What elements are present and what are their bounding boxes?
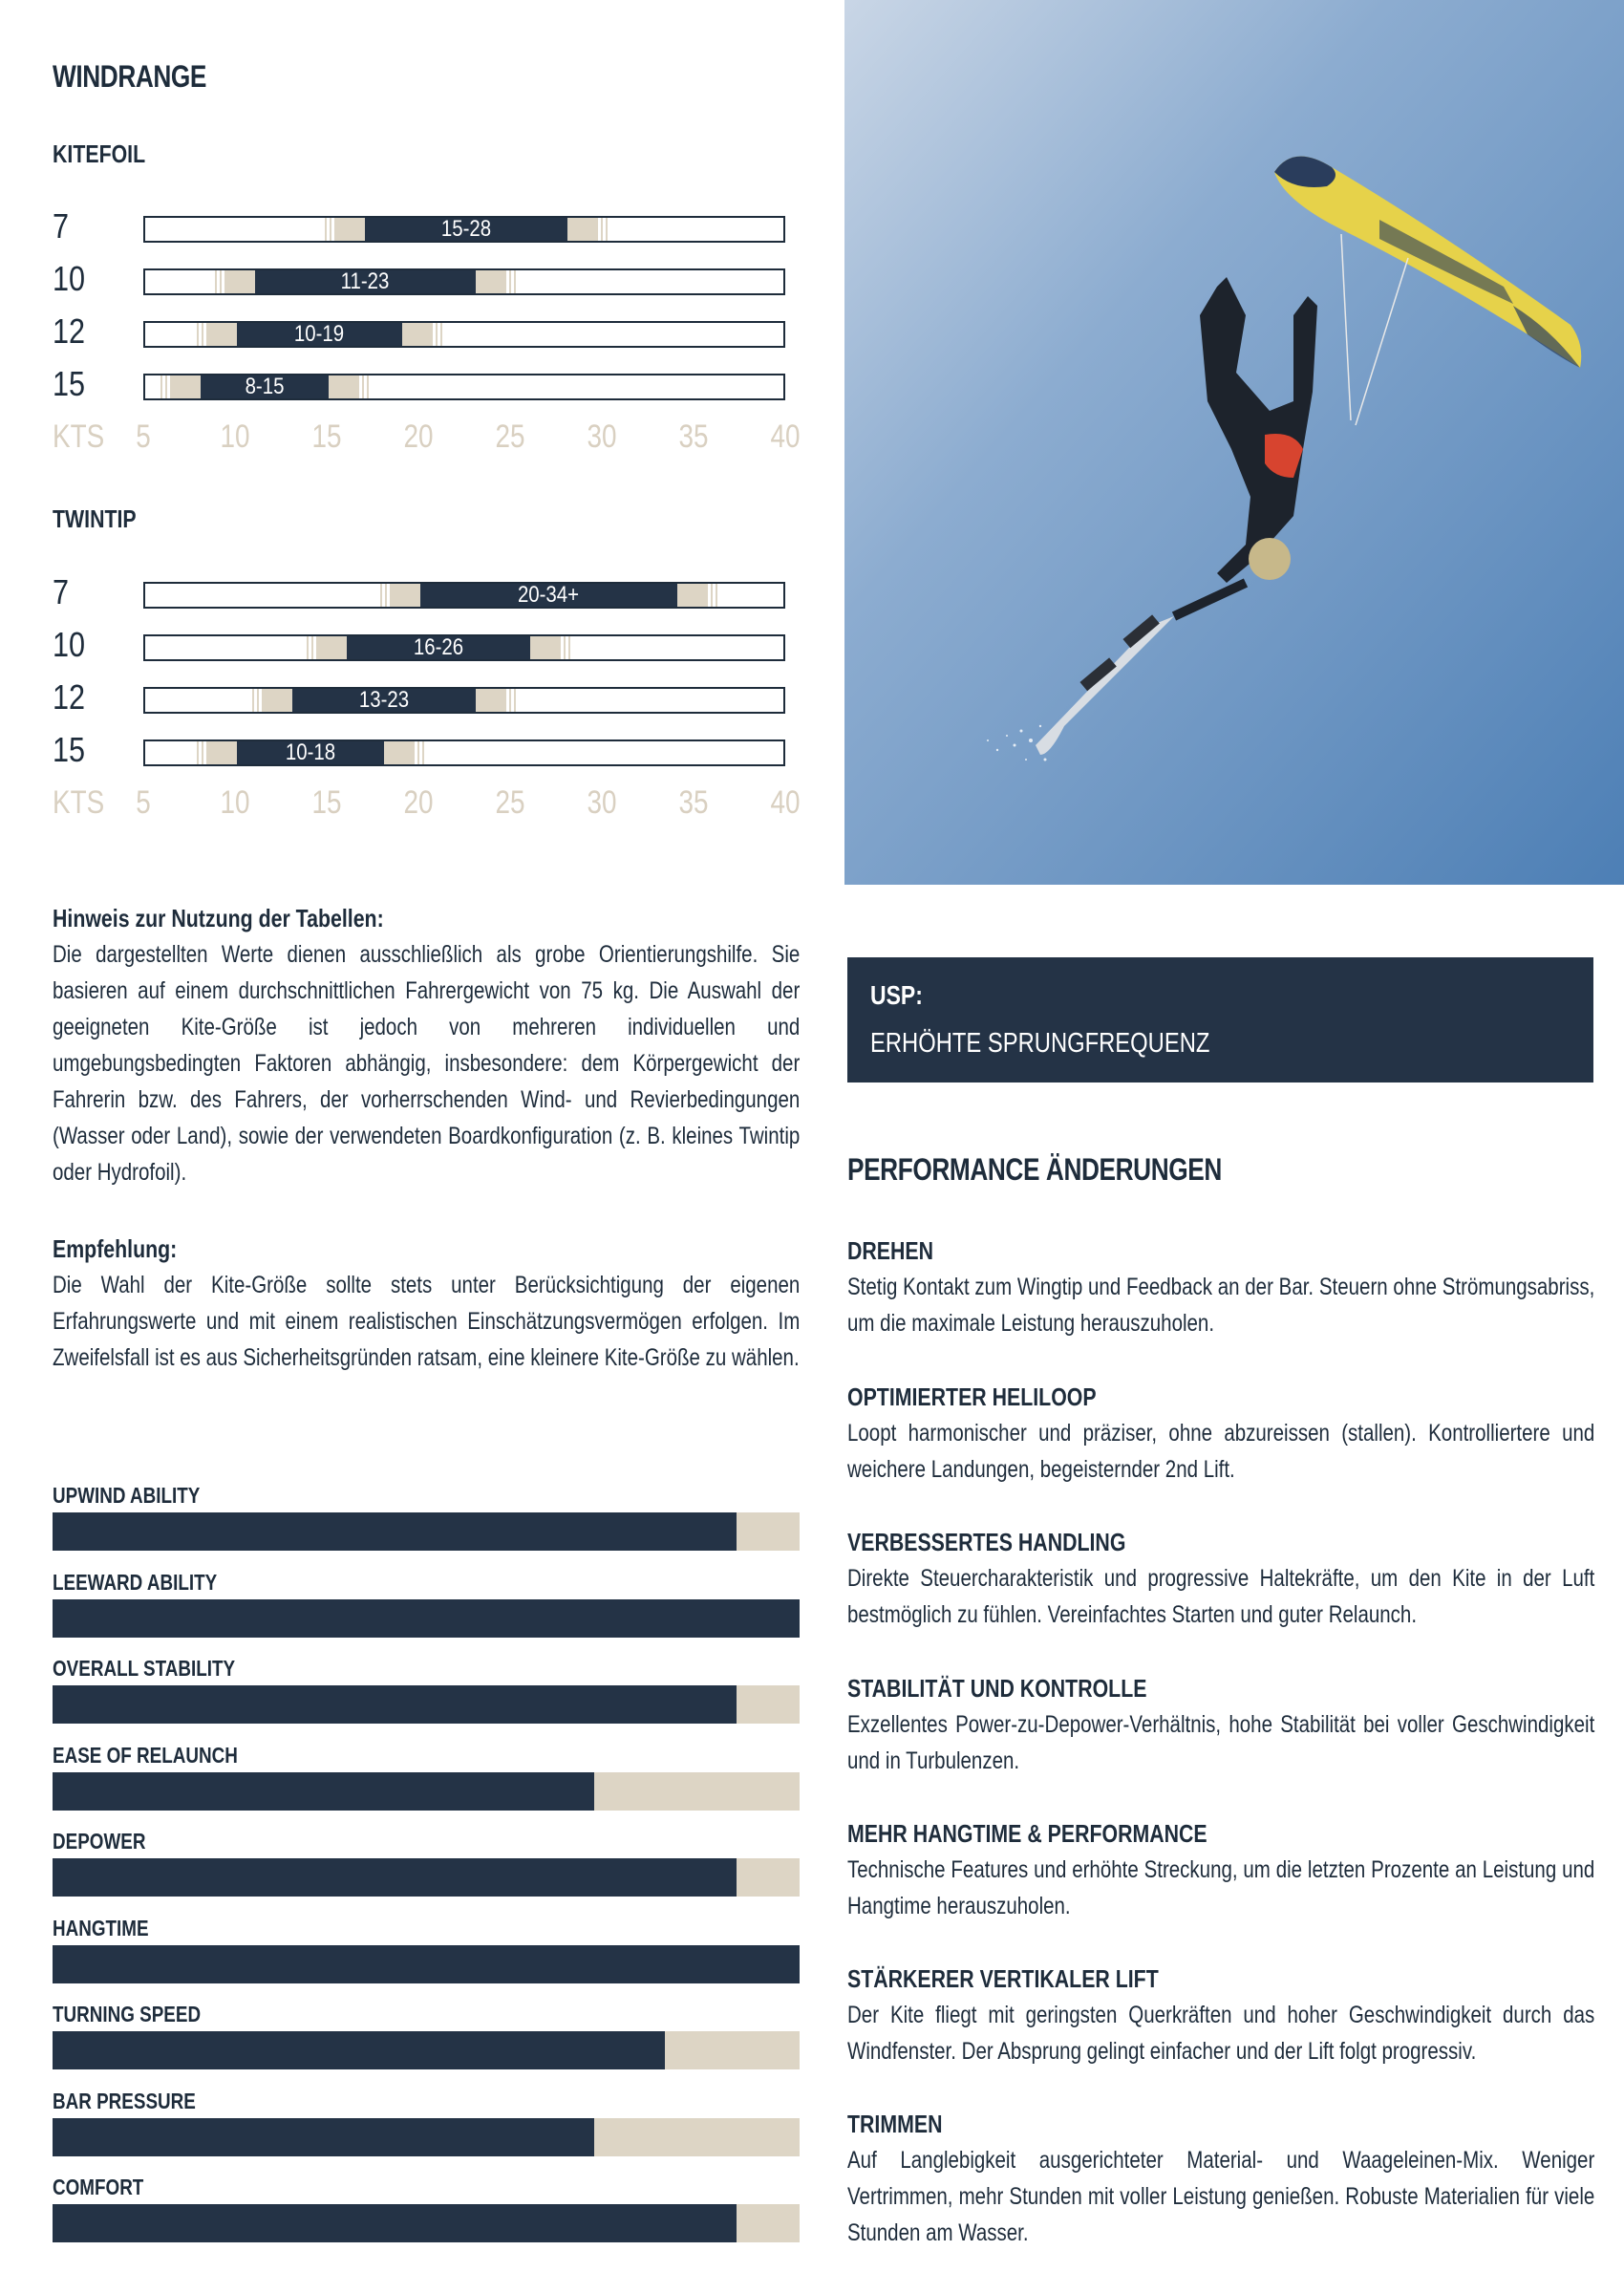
- twintip-fade-high: [413, 741, 424, 764]
- twintip-fade-low: [252, 689, 264, 712]
- kitefoil-fade-low: [160, 375, 172, 398]
- windrange-title: WINDRANGE: [53, 59, 207, 94]
- kitefoil-size-12: 12: [53, 311, 86, 351]
- rating-bar-fill: [53, 2118, 594, 2156]
- kitefoil-axis-unit: KTS: [53, 418, 105, 455]
- performance-item-text: Auf Langlebigkeit ausgerichteter Material- und Waageleinen-Mix. Weniger Vertrimmen, mehr Stunden mit voller Leistung genießen. Robuste Materialien für viele Stunden am Wasser.: [847, 2147, 1595, 2246]
- rating-bar-fill: [53, 1945, 800, 1983]
- rating-bar: [53, 1945, 800, 1983]
- twintip-beige-low: [208, 741, 237, 764]
- kitefoil-fade-high: [504, 270, 516, 293]
- rating-bar: [53, 2031, 800, 2069]
- twintip-fade-low: [307, 636, 318, 659]
- performance-item: [847, 1961, 1594, 2069]
- rating-bar-fill: [53, 2031, 665, 2069]
- twintip-beige-high: [677, 584, 706, 607]
- twintip-beige-high: [476, 689, 504, 712]
- rating-label: EASE OF RELAUNCH: [53, 1742, 238, 1768]
- twintip-beige-high: [384, 741, 413, 764]
- twintip-beige-low: [392, 584, 420, 607]
- hinweis-title: Hinweis zur Nutzung der Tabellen:: [53, 904, 384, 932]
- twintip-axis-tick: 25: [495, 784, 525, 821]
- kitefoil-beige-low: [172, 375, 201, 398]
- kitefoil-axis-tick: 35: [678, 418, 709, 455]
- twintip-size-10: 10: [53, 625, 86, 664]
- kitefoil-beige-low: [208, 323, 237, 346]
- kitefoil-range-label: 8-15: [245, 374, 285, 399]
- twintip-range-label: 13-23: [358, 687, 409, 713]
- kitefoil-axis-tick: 10: [220, 418, 250, 455]
- empfehlung-block: [53, 1231, 800, 1376]
- kitefoil-range-bar: [143, 321, 785, 348]
- performance-title: PERFORMANCE ÄNDERUNGEN: [847, 1152, 1222, 1187]
- usp-box: [847, 957, 1593, 1082]
- kitefoil-range-label: 10-19: [294, 321, 345, 347]
- performance-item: [847, 1670, 1594, 1779]
- rating-bar: [53, 1685, 800, 1724]
- empfehlung-text: Die Wahl der Kite-Größe sollte stets unter Berücksichtigung der eigenen Erfahrungswerte und mit einem realistischen Einschätzungsvermögen erfolgen. Im Zweifelsfall ist es aus Sicherheitsgründen ratsam, eine kleinere Kite-Größe zu wählen.: [53, 1272, 801, 1371]
- twintip-fade-high: [706, 584, 717, 607]
- rating-bar-fill: [53, 2204, 737, 2242]
- performance-item: [847, 1524, 1594, 1633]
- photo-illustration: [844, 0, 1624, 885]
- twintip-axis-unit: KTS: [53, 784, 105, 821]
- twintip-beige-low: [318, 636, 347, 659]
- kitefoil-axis-tick: 20: [403, 418, 434, 455]
- twintip-fade-high: [559, 636, 570, 659]
- performance-item-text: Der Kite fliegt mit geringsten Querkräften und hoher Geschwindigkeit durch das Windfenster. Der Absprung gelingt einfacher und der Lift folgt progressiv.: [847, 2002, 1595, 2065]
- performance-item-text: Direkte Steuercharakteristik und progressive Haltekräfte, um den Kite in der Luft bestmöglich zu fühlen. Vereinfachtes Starten und guter Relaunch.: [847, 1565, 1595, 1628]
- kitefoil-range-bar: [143, 216, 785, 243]
- usp-text: ERHÖHTE SPRUNGFREQUENZ: [870, 1028, 1210, 1059]
- kitefoil-beige-high: [402, 323, 431, 346]
- rating-bar-fill: [53, 1599, 800, 1638]
- kitefoil-axis-tick: 40: [770, 418, 801, 455]
- rating-bar-fill: [53, 1512, 737, 1551]
- twintip-axis-tick: 10: [220, 784, 250, 821]
- empfehlung-title: Empfehlung:: [53, 1234, 178, 1263]
- rating-bar: [53, 1599, 800, 1638]
- twintip-range-bar: [143, 739, 785, 766]
- performance-item-text: Stetig Kontakt zum Wingtip und Feedback an der Bar. Steuern ohne Strömungsabriss, um die maximale Leistung herauszuholen.: [847, 1274, 1595, 1337]
- kitefoil-axis-tick: 5: [136, 418, 151, 455]
- twintip-fade-low: [380, 584, 392, 607]
- rating-bar: [53, 1772, 800, 1811]
- kitefoil-title: KITEFOIL: [53, 139, 146, 168]
- twintip-beige-low: [264, 689, 292, 712]
- performance-item-title: DREHEN: [847, 1236, 934, 1265]
- performance-item-text: Loopt harmonischer und präziser, ohne abzureissen (stallen). Kontrolliertere und weichere Landungen, begeisternder 2nd Lift.: [847, 1420, 1595, 1483]
- performance-item-text: Technische Features und erhöhte Streckung, um die letzten Prozente an Leistung und Hangtime herauszuholen.: [847, 1856, 1595, 1919]
- kitefoil-beige-high: [476, 270, 504, 293]
- rating-bar-fill: [53, 1772, 594, 1811]
- rating-bar: [53, 1858, 800, 1897]
- twintip-size-15: 15: [53, 730, 86, 769]
- performance-item-title: MEHR HANGTIME & PERFORMANCE: [847, 1819, 1207, 1848]
- hinweis-text: Die dargestellten Werte dienen ausschließlich als grobe Orientierungshilfe. Sie basieren auf einem durchschnittlichen Fahrergewicht von 75 kg. Die Auswahl der geeigneten Kite-Größe ist jedoch von mehreren individuellen und umgebungsbedingten Faktoren abhängig, insbesondere: dem Körpergewicht der Fahrerin bzw. des Fahrers, der vorherrschenden Wind- und Revierbedingungen (Wasser oder Land), sowie der verwendeten Boardkonfiguration (z. B. kleines Twintip oder Hydrofoil).: [53, 941, 801, 1186]
- twintip-range-bar: [143, 687, 785, 714]
- rating-bar: [53, 2204, 800, 2242]
- kitefoil-axis-tick: 30: [587, 418, 617, 455]
- kitefoil-size-7: 7: [53, 206, 70, 246]
- twintip-size-12: 12: [53, 677, 86, 717]
- twintip-beige-high: [530, 636, 559, 659]
- twintip-size-7: 7: [53, 572, 70, 611]
- twintip-axis-tick: 40: [770, 784, 801, 821]
- twintip-range-bar: [143, 634, 785, 661]
- kitefoil-axis-tick: 25: [495, 418, 525, 455]
- performance-item: [847, 1815, 1594, 1924]
- performance-item-title: OPTIMIERTER HELILOOP: [847, 1382, 1097, 1411]
- usp-title: USP:: [870, 980, 923, 1010]
- rating-bar-fill: [53, 1858, 737, 1897]
- kitefoil-range-bar: [143, 374, 785, 400]
- kitefoil-beige-high: [567, 218, 596, 241]
- kitefoil-fade-low: [325, 218, 336, 241]
- rating-bar-fill: [53, 1685, 737, 1724]
- kitefoil-fade-high: [357, 375, 369, 398]
- twintip-title: TWINTIP: [53, 504, 137, 533]
- twintip-fade-high: [504, 689, 516, 712]
- performance-item: [847, 1379, 1594, 1488]
- rating-label: COMFORT: [53, 2175, 144, 2199]
- performance-item: [847, 1232, 1594, 1341]
- kitefoil-range-bar: [143, 268, 785, 295]
- performance-item-title: TRIMMEN: [847, 2110, 943, 2138]
- twintip-axis-tick: 5: [136, 784, 151, 821]
- kitefoil-beige-low: [226, 270, 255, 293]
- twintip-axis-tick: 30: [587, 784, 617, 821]
- rating-label: TURNING SPEED: [53, 2002, 202, 2026]
- kitefoil-beige-low: [336, 218, 365, 241]
- kitefoil-size-10: 10: [53, 259, 86, 298]
- kitefoil-fade-low: [215, 270, 226, 293]
- kitefoil-beige-high: [329, 375, 357, 398]
- kitefoil-range-label: 15-28: [440, 216, 492, 242]
- twintip-range-label: 20-34+: [518, 582, 580, 608]
- performance-item-title: STABILITÄT UND KONTROLLE: [847, 1674, 1147, 1703]
- twintip-range-bar: [143, 582, 785, 609]
- rating-label: OVERALL STABILITY: [53, 1656, 236, 1681]
- twintip-axis-tick: 20: [403, 784, 434, 821]
- performance-item-title: VERBESSERTES HANDLING: [847, 1528, 1126, 1556]
- rating-label: UPWIND ABILITY: [53, 1483, 201, 1508]
- kitefoil-axis-tick: 15: [311, 418, 342, 455]
- hinweis-block: [53, 900, 800, 1190]
- rating-bar: [53, 1512, 800, 1551]
- twintip-range-label: 16-26: [414, 634, 464, 660]
- kitefoil-fade-low: [197, 323, 208, 346]
- kite-jump-photo: [844, 0, 1624, 885]
- kitefoil-range-label: 11-23: [341, 268, 390, 294]
- rating-label: HANGTIME: [53, 1915, 149, 1940]
- performance-item-title: STÄRKERER VERTIKALER LIFT: [847, 1964, 1159, 1993]
- kitefoil-fade-high: [431, 323, 442, 346]
- performance-item-text: Exzellentes Power-zu-Depower-Verhältnis, hohe Stabilität bei voller Geschwindigkeit und in Turbulenzen.: [847, 1711, 1595, 1774]
- rating-label: BAR PRESSURE: [53, 2088, 196, 2113]
- kitefoil-fade-high: [596, 218, 608, 241]
- rating-bar: [53, 2118, 800, 2156]
- twintip-axis-tick: 35: [678, 784, 709, 821]
- rating-label: LEEWARD ABILITY: [53, 1569, 218, 1595]
- rating-label: DEPOWER: [53, 1829, 146, 1854]
- kitefoil-size-15: 15: [53, 364, 86, 403]
- twintip-fade-low: [197, 741, 208, 764]
- twintip-axis-tick: 15: [311, 784, 342, 821]
- twintip-range-label: 10-18: [285, 739, 335, 765]
- performance-item: [847, 2106, 1594, 2251]
